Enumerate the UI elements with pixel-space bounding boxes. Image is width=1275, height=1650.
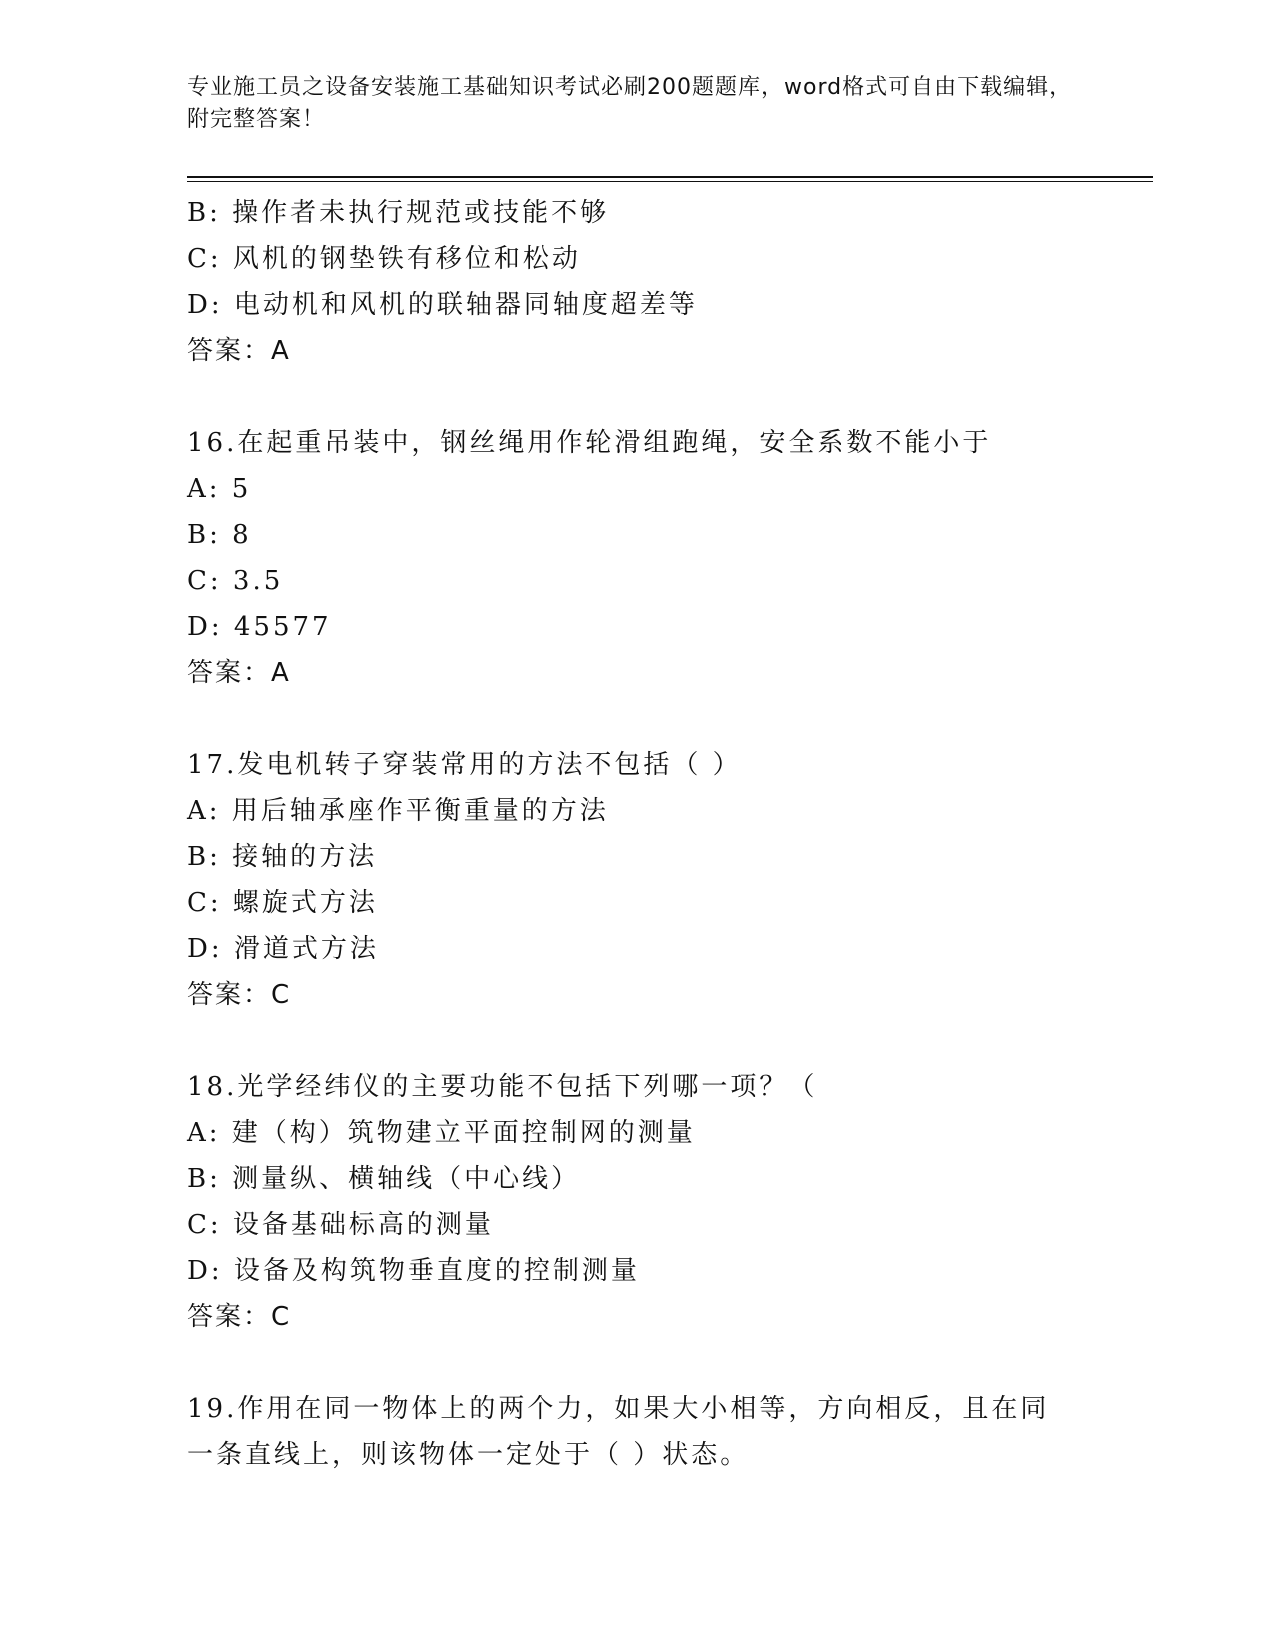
question-15 [187, 190, 1087, 374]
option-c: C: 风机的钢垫铁有移位和松动 [187, 244, 581, 274]
question-list [187, 190, 1087, 1478]
question-stem: 16.在起重吊装中，钢丝绳用作轮滑组跑绳，安全系数不能小于 [187, 428, 992, 458]
option-c: C: 螺旋式方法 [187, 888, 378, 918]
spacer [187, 374, 1087, 420]
question-17 [187, 742, 1087, 1018]
option-b: B: 8 [187, 520, 252, 550]
spacer [187, 1018, 1087, 1064]
question-stem: 17.发电机转子穿装常用的方法不包括（ ） [187, 750, 742, 780]
option-d: D: 45577 [187, 612, 332, 642]
answer-line: 答案：C [187, 1302, 292, 1332]
header-divider-thick [187, 176, 1153, 178]
option-a: A: 用后轴承座作平衡重量的方法 [187, 796, 609, 826]
question-19 [187, 1386, 1087, 1478]
spacer [187, 696, 1087, 742]
document-header [187, 72, 1087, 136]
question-stem: 18.光学经纬仪的主要功能不包括下列哪一项？（ [187, 1072, 818, 1102]
spacer [187, 1340, 1087, 1386]
option-d: D: 滑道式方法 [187, 934, 379, 964]
option-c: C: 设备基础标高的测量 [187, 1210, 494, 1240]
question-16 [187, 420, 1087, 696]
option-c: C: 3.5 [187, 566, 284, 596]
header-divider-thin [187, 181, 1153, 182]
answer-line: 答案：C [187, 980, 292, 1010]
option-a: A: 建（构）筑物建立平面控制网的测量 [187, 1118, 696, 1148]
header-title: 专业施工员之设备安装施工基础知识考试必刷200题题库，word格式可自由下载编辑，附完整答案！ [187, 75, 1073, 132]
option-b: B: 接轴的方法 [187, 842, 378, 872]
option-d: D: 设备及构筑物垂直度的控制测量 [187, 1256, 640, 1286]
option-b: B: 测量纵、横轴线（中心线） [187, 1164, 581, 1194]
question-stem: 19.作用在同一物体上的两个力，如果大小相等，方向相反，且在同一条直线上，则该物体一定处于（ ）状态。 [187, 1394, 1050, 1470]
option-b: B: 操作者未执行规范或技能不够 [187, 198, 610, 228]
answer-line: 答案：A [187, 658, 291, 688]
option-a: A: 5 [187, 474, 252, 504]
option-d: D: 电动机和风机的联轴器同轴度超差等 [187, 290, 698, 320]
answer-line: 答案：A [187, 336, 291, 366]
question-18 [187, 1064, 1087, 1340]
